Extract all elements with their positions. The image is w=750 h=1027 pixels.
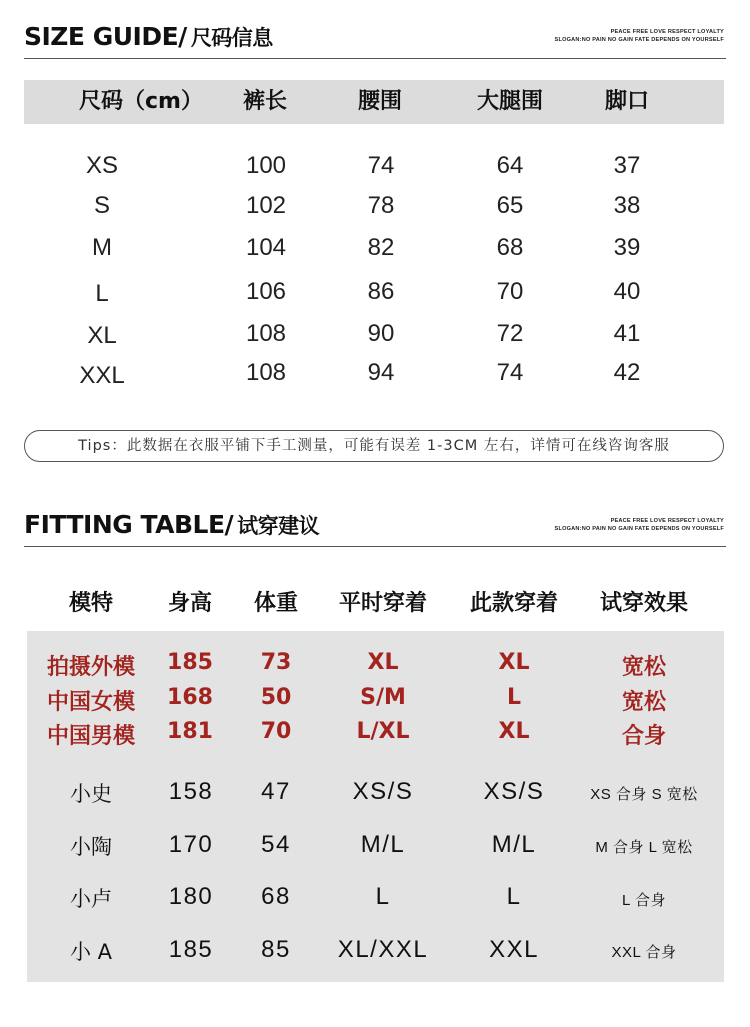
- fit-cell: 小卢: [70, 887, 112, 911]
- fit-cell: XXL: [489, 936, 539, 963]
- size-guide-title-cn: 尺码信息: [190, 26, 273, 50]
- fit-cell: M 合身 L 宽松: [595, 839, 693, 856]
- size-cell: L: [95, 280, 109, 307]
- slogan-line-1: PEACE FREE LOVE RESPECT LOYALTY: [610, 29, 724, 35]
- size-cell: 74: [496, 359, 524, 386]
- fit-cell: L/XL: [356, 719, 410, 744]
- size-cell: 70: [496, 278, 524, 305]
- fit-cell: 68: [261, 883, 291, 910]
- size-cell: 94: [367, 359, 395, 386]
- fit-cell: 合身: [621, 724, 667, 749]
- fit-cell: 170: [168, 831, 214, 858]
- fit-cell: XXL 合身: [611, 944, 677, 961]
- size-tips-note: Tips：此数据在衣服平铺下手工测量，可能有误差 1-3CM 左右，详情可在线咨询客服: [24, 430, 724, 462]
- size-col-header: 裤长: [242, 89, 288, 114]
- size-col-header: 腰围: [357, 89, 403, 114]
- size-cell: 39: [613, 234, 641, 261]
- fit-cell: M/L: [360, 831, 406, 858]
- fit-cell: 168: [167, 685, 213, 710]
- size-cell: XL: [87, 322, 117, 349]
- size-cell: 104: [245, 234, 287, 261]
- fit-cell: M/L: [491, 831, 537, 858]
- fit-cell: S/M: [360, 685, 406, 710]
- size-cell: 74: [367, 152, 395, 179]
- fit-cell: L: [506, 685, 522, 710]
- fitting-table-divider: [24, 546, 726, 547]
- size-cell: 86: [367, 278, 395, 305]
- size-guide-title-en: SIZE GUIDE/: [24, 22, 187, 51]
- size-cell: 37: [613, 152, 641, 179]
- fit-cell: XS/S: [483, 778, 545, 805]
- fit-col-header: 模特: [68, 591, 114, 616]
- size-table-header: [24, 80, 724, 124]
- fit-cell: XL: [367, 650, 399, 675]
- fit-cell: L: [375, 883, 391, 910]
- fit-cell: XS/S: [352, 778, 414, 805]
- fit-col-header: 试穿效果: [599, 591, 689, 616]
- size-cell: M: [92, 234, 112, 261]
- size-cell: 40: [613, 278, 641, 305]
- fit-cell: 宽松: [621, 655, 667, 680]
- fit-cell: 小陶: [70, 835, 112, 859]
- fitting-table-body: [27, 631, 724, 982]
- fitting-table-title-cn: 试穿建议: [237, 514, 320, 538]
- size-cell: XS: [85, 152, 119, 179]
- fit-cell: 185: [168, 936, 214, 963]
- fit-cell: 拍摄外模: [46, 655, 136, 680]
- fit-cell: 73: [260, 650, 292, 675]
- fitting-table-title: [24, 510, 319, 540]
- size-col-header: 尺码（cm）: [79, 89, 203, 114]
- size-cell: 41: [613, 320, 641, 347]
- size-col-header: 大腿围: [476, 89, 544, 114]
- size-cell: 42: [613, 359, 641, 386]
- size-cell: XXL: [79, 362, 125, 389]
- fit-col-header: 平时穿着: [338, 591, 428, 616]
- size-cell: 90: [367, 320, 395, 347]
- fit-col-header: 身高: [167, 591, 213, 616]
- slogan-line-2: SLOGAN:NO PAIN NO GAIN FATE DEPENDS ON YOURSELF: [554, 526, 724, 532]
- fit-cell: XS 合身 S 宽松: [590, 786, 698, 803]
- size-cell: 78: [367, 192, 395, 219]
- fit-cell: 85: [261, 936, 291, 963]
- size-guide-divider: [24, 58, 726, 59]
- fit-cell: 47: [261, 778, 291, 805]
- size-cell: 108: [245, 359, 287, 386]
- fitting-table-slogan: [555, 517, 724, 533]
- size-cell: 108: [245, 320, 287, 347]
- size-cell: 68: [496, 234, 524, 261]
- fit-cell: 小史: [70, 782, 112, 806]
- fit-col-header: 此款穿着: [469, 591, 559, 616]
- fit-cell: 50: [260, 685, 292, 710]
- fit-cell: 185: [167, 650, 213, 675]
- size-cell: S: [93, 192, 111, 219]
- fit-cell: 中国男模: [46, 724, 136, 749]
- size-guide-title: [24, 22, 273, 52]
- size-cell: 106: [245, 278, 287, 305]
- size-cell: 72: [496, 320, 524, 347]
- fit-cell: 70: [260, 719, 292, 744]
- size-cell: 65: [496, 192, 524, 219]
- fit-cell: 宽松: [621, 690, 667, 715]
- fit-col-header: 体重: [253, 591, 299, 616]
- fit-cell: 158: [168, 778, 214, 805]
- fit-cell: 中国女模: [46, 690, 136, 715]
- fit-cell: XL/XXL: [337, 936, 429, 963]
- slogan-line-1: PEACE FREE LOVE RESPECT LOYALTY: [610, 518, 724, 524]
- size-cell: 64: [496, 152, 524, 179]
- size-cell: 100: [245, 152, 287, 179]
- size-cell: 82: [367, 234, 395, 261]
- fit-cell: 54: [261, 831, 291, 858]
- fit-cell: L: [506, 883, 522, 910]
- size-cell: 38: [613, 192, 641, 219]
- size-col-header: 脚口: [604, 89, 650, 114]
- fit-cell: 小 A: [69, 940, 113, 964]
- slogan-line-2: SLOGAN:NO PAIN NO GAIN FATE DEPENDS ON YOURSELF: [554, 37, 724, 43]
- fit-cell: XL: [498, 650, 530, 675]
- fit-cell: L 合身: [622, 892, 666, 909]
- fit-cell: 181: [167, 719, 213, 744]
- size-guide-slogan: [555, 28, 724, 44]
- fitting-table-title-en: FITTING TABLE/: [24, 510, 234, 539]
- fit-cell: 180: [168, 883, 214, 910]
- size-cell: 102: [245, 192, 287, 219]
- fit-cell: XL: [498, 719, 530, 744]
